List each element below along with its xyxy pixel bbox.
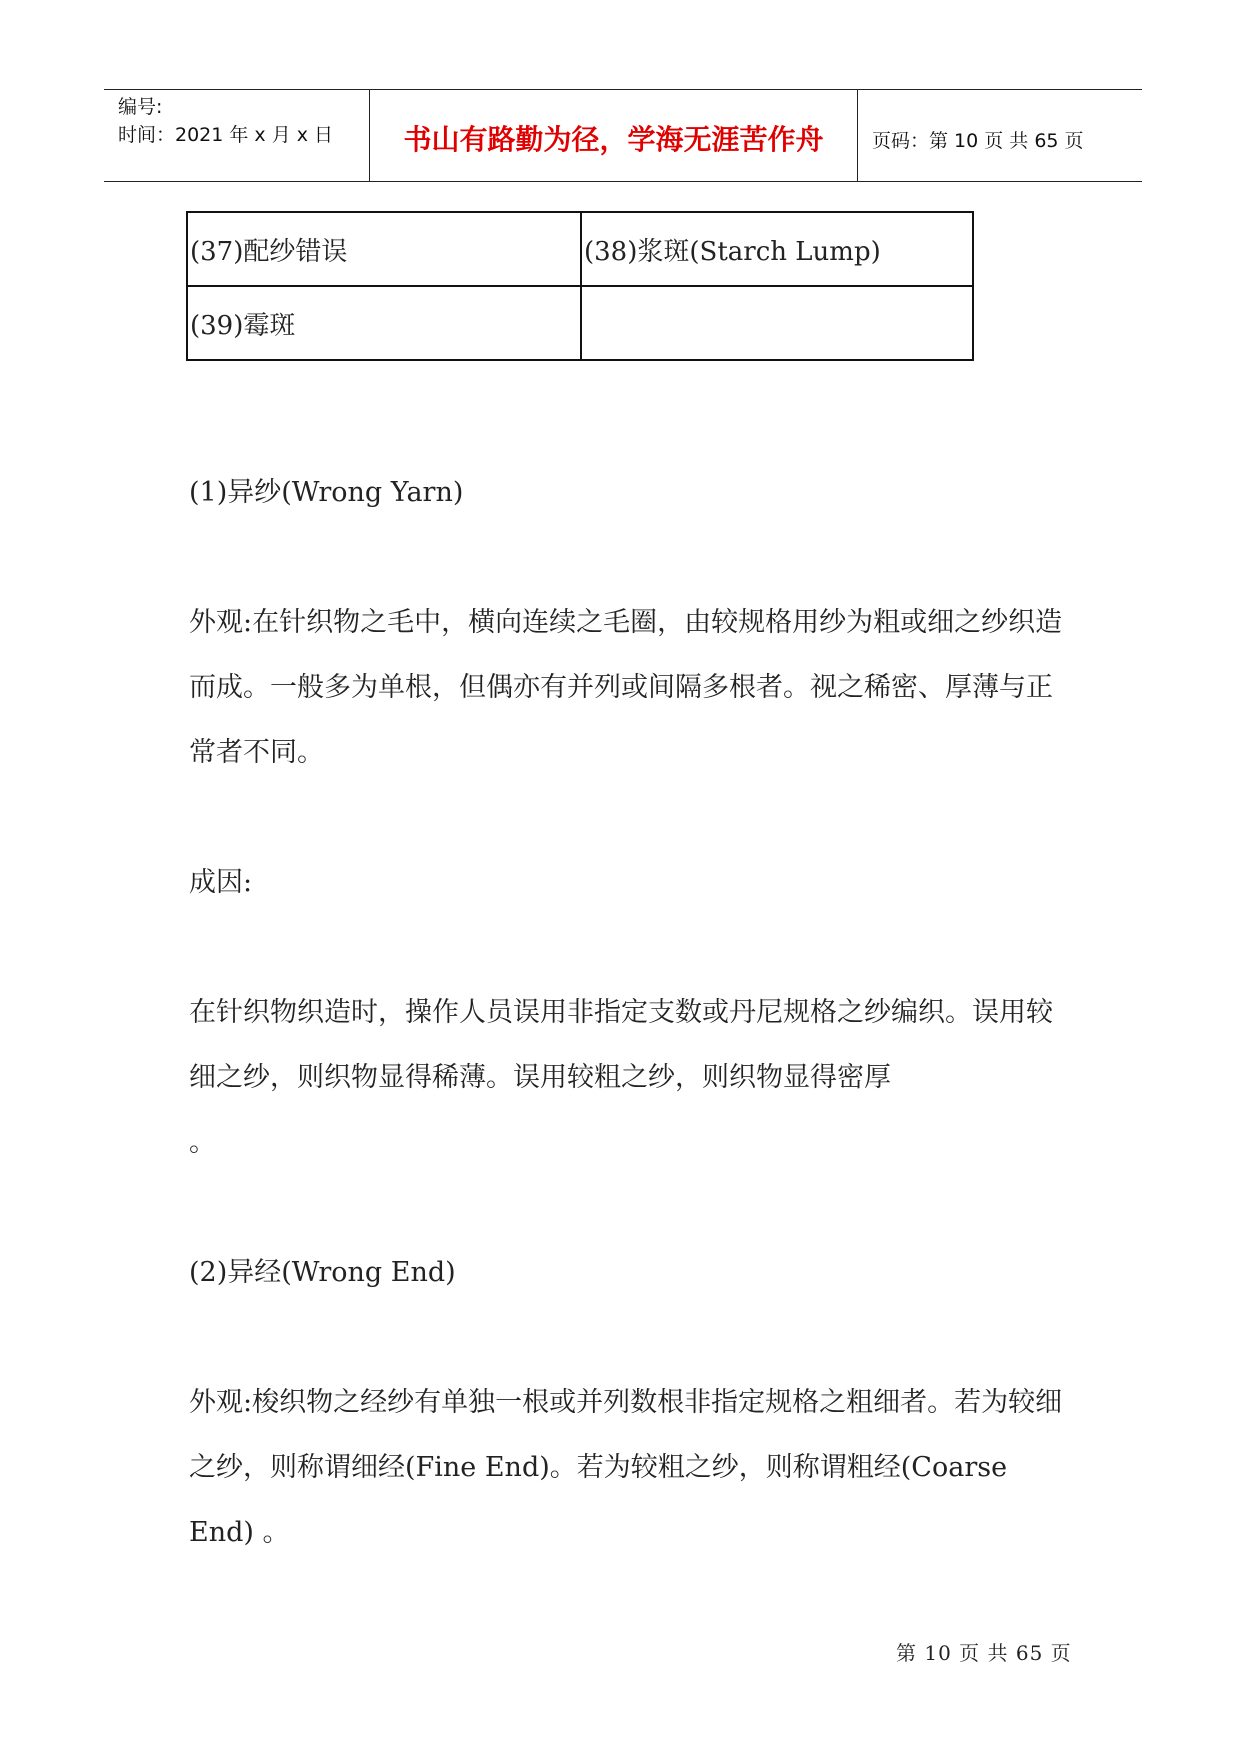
cause-paragraph-end: 。 [189,1127,216,1158]
header-motto-cell [370,90,858,181]
table-cell: (39)霉斑 [187,286,581,360]
table-row [187,286,973,360]
appearance-paragraph-wrong-end: 外观:梭织物之经纱有单独一根或并列数根非指定规格之粗细者。若为较细之纱，则称谓细经(Fine End)。若为较粗之纱，则称谓粗经(Coarse End) 。 [189,1387,1063,1548]
cause-label: 成因: [189,867,253,898]
defect-table [186,211,974,361]
appearance-paragraph-wrong-yarn: 外观:在针织物之毛中，横向连续之毛圈，由较规格用纱为粗或细之纱织造而成。一般多为单根，但偶亦有并列或间隔多根者。视之稀密、厚薄与正常者不同。 [189,607,1063,768]
table-cell: (37)配纱错误 [187,212,581,286]
header-page-cell [858,90,1142,181]
doc-number-label: 编号: [118,96,163,118]
page-footer: 第 10 页 共 65 页 [896,1641,1072,1665]
table-cell [581,286,973,360]
page-header [104,89,1142,182]
cause-paragraph-wrong-yarn: 在针织物织造时，操作人员误用非指定支数或丹尼规格之纱编织。误用较细之纱，则织物显得稀薄。误用较粗之纱，则织物显得密厚 [189,997,1053,1093]
header-motto: 书山有路勤为径，学海无涯苦作舟 [403,123,824,156]
table-cell: (38)浆斑(Starch Lump) [581,212,973,286]
header-page-info: 页码：第 10 页 共 65 页 [872,130,1084,152]
doc-time-label: 时间：2021 年 x 月 x 日 [118,124,334,146]
header-meta-cell [104,90,370,181]
section-heading-wrong-end: (2)异经(Wrong End) [189,1257,456,1288]
section-heading-wrong-yarn: (1)异纱(Wrong Yarn) [189,477,464,508]
table-row [187,212,973,286]
